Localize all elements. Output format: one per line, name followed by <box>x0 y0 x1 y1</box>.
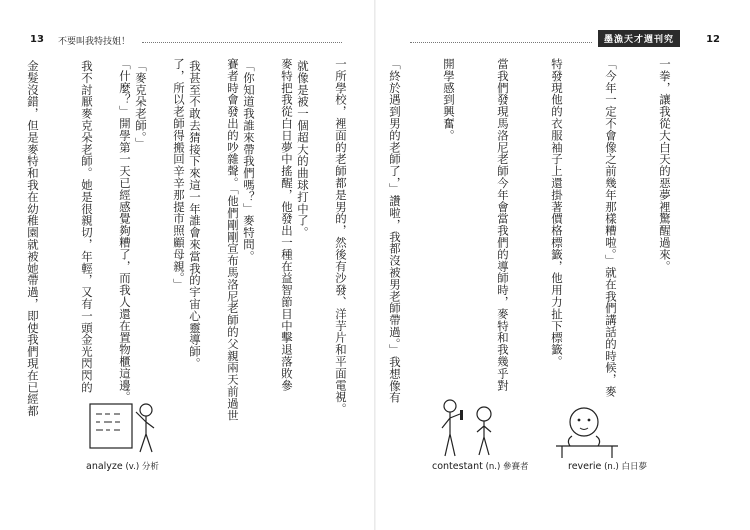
text-column: 「終於遇到男的老師了，」讚啦，我都沒被男老師帶過。」我想像有 <box>388 58 402 404</box>
daydreaming-boy-drawing-icon <box>552 402 622 460</box>
text-column: 一所學校，裡面的老師都是男的，然後有沙發、洋芋片和平面電視。 <box>334 58 348 415</box>
vocab-pos: (n.) <box>485 462 501 472</box>
text-column: 開學感到興奮。 <box>442 58 456 142</box>
text-column: 「你知道我誰來帶我們嗎？」麥特問。 <box>242 60 256 263</box>
left-header-rule <box>142 42 342 43</box>
text-column: 我不討厭麥克朵老師。她是很親切，年輕，又有一頭金光閃閃的 <box>80 60 94 394</box>
text-column: 賽者時會發出的吵雜聲。「他們剛剛宣布馬洛尼老師的父親兩天前過世 <box>226 58 240 422</box>
left-running-title: 不要叫我特技姐！ <box>58 37 131 47</box>
two-contestants-drawing-icon <box>432 396 502 460</box>
vocab-word: analyze <box>86 461 123 472</box>
vocab-analyze <box>86 460 159 472</box>
vocab-word: reverie <box>568 461 602 472</box>
text-column: 特發現他的衣服袖子上還掛著價格標籤，他用力扯下標籤。 <box>550 58 564 368</box>
text-column: 「麥克朵老師。」 <box>134 60 148 150</box>
text-column: 麥特把我從白日夢中搖醒，他發出一種在益智節目中擊退落敗參 <box>280 58 294 392</box>
text-column: 「什麼？」開學第一天已經感覺夠糟了，而我人還在置物櫃這邊。 <box>118 58 132 404</box>
right-page-number: 12 <box>706 34 720 45</box>
vocab-pos: (n.) <box>604 462 619 472</box>
vocab-reverie <box>568 460 647 472</box>
text-column: 了，所以老師得搬回辛辛那提市照顧母親。」 <box>172 58 186 291</box>
text-column: 金髮沒錯，但是麥特和我在幼稚園就被她帶過，即使我們現在已經都 <box>26 60 40 417</box>
vocab-word: contestant <box>432 461 483 472</box>
vocab-contestant <box>432 460 529 472</box>
vocab-pos: (v.) <box>125 462 140 472</box>
text-column: 一拳，讓我從大白天的惡夢裡驚醒過來。 <box>658 58 672 273</box>
vocab-meaning: 白日夢 <box>621 462 648 472</box>
left-page-number: 13 <box>30 34 44 45</box>
text-column: 「今年一定不會像之前幾年那樣糟啦。」就在我們講話的時候，麥 <box>604 58 618 398</box>
vocab-meaning: 分析 <box>141 462 159 472</box>
vocab-meaning: 參賽者 <box>503 462 529 472</box>
text-column: 當我們發現馬洛尼老師今年會當我們的導師時，麥特和我幾乎對 <box>496 58 510 392</box>
series-title-badge: 墨漁天才週刊究 <box>598 30 680 47</box>
text-column: 就像是被一個超大的曲球打中了。 <box>296 60 310 239</box>
text-column: 我甚至不敢去猜接下來這一年誰會來當我的宇宙心靈導師。 <box>188 60 202 370</box>
right-header-rule <box>410 42 592 43</box>
teacher-at-chalkboard-drawing-icon <box>88 396 168 458</box>
